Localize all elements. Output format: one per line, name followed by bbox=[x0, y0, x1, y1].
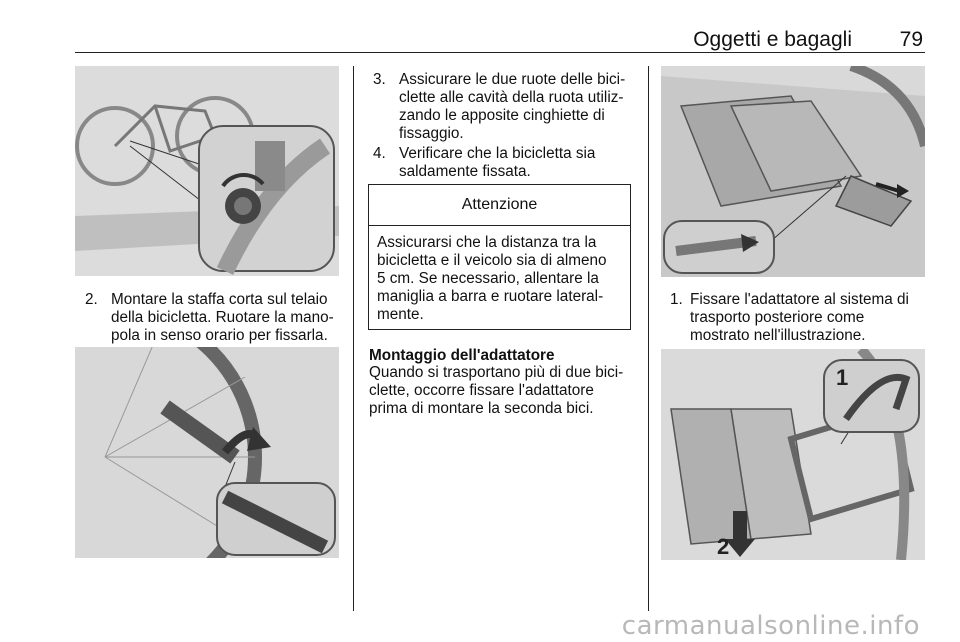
figure-carrier-adapter bbox=[661, 66, 925, 277]
step-line: Montare la staffa corta sul telaio bbox=[111, 291, 328, 308]
adapter-mounting-illustration bbox=[661, 349, 925, 560]
carrier-adapter-illustration bbox=[661, 66, 925, 277]
section-paragraph bbox=[369, 364, 637, 418]
figure-frame-clamp bbox=[75, 66, 339, 276]
step-line: pola in senso orario per fissarla. bbox=[111, 327, 328, 344]
paragraph-line: clette, occorre fissare l'adattatore bbox=[369, 382, 594, 399]
step-number: 3. bbox=[373, 71, 386, 88]
step-number: 4. bbox=[373, 145, 386, 162]
section-heading: Montaggio dell'adattatore bbox=[369, 347, 555, 364]
paragraph-line: prima di montare la seconda bici. bbox=[369, 400, 594, 417]
page-number: 79 bbox=[899, 28, 923, 51]
step-line: Fissare l'adattatore al sistema di bbox=[690, 291, 909, 308]
callout-1: 1 bbox=[836, 365, 849, 390]
warning-box bbox=[368, 184, 631, 330]
warning-line: Assicurarsi che la distanza tra la bbox=[377, 234, 597, 251]
figure-wheel-strap bbox=[75, 347, 339, 558]
warning-line: bicicletta e il veicolo sia di almeno bbox=[377, 252, 607, 269]
wheel-strap-illustration bbox=[75, 347, 339, 558]
warning-line: mente. bbox=[377, 306, 424, 323]
step-line: trasporto posteriore come bbox=[690, 309, 865, 326]
step-number: 1. bbox=[670, 291, 683, 308]
step-line: saldamente fissata. bbox=[399, 163, 531, 180]
column-divider-1 bbox=[353, 66, 354, 611]
header-rule bbox=[75, 52, 925, 53]
callout-2: 2 bbox=[717, 534, 730, 559]
step-line: Verificare che la bicicletta sia bbox=[399, 145, 596, 162]
step-line: zando le apposite cinghiette di bbox=[399, 107, 605, 124]
step-line: clette alle cavità della ruota utiliz- bbox=[399, 89, 624, 106]
step-number: 2. bbox=[85, 291, 98, 308]
warning-line: 5 cm. Se necessario, allentare la bbox=[377, 270, 599, 287]
warning-title: Attenzione bbox=[369, 185, 630, 226]
step-line: Assicurare le due ruote delle bici- bbox=[399, 71, 626, 88]
column-divider-2 bbox=[648, 66, 649, 611]
paragraph-line: Quando si trasportano più di due bici- bbox=[369, 364, 624, 381]
watermark: carmanualsonline.info bbox=[621, 611, 920, 641]
section-title: Oggetti e bagagli bbox=[693, 28, 852, 51]
figure-adapter-mounting bbox=[661, 349, 925, 560]
warning-line: maniglia a barra e ruotare lateral- bbox=[377, 288, 604, 305]
step-line: fissaggio. bbox=[399, 125, 464, 142]
step-line: della bicicletta. Ruotare la mano- bbox=[111, 309, 334, 326]
step-line: mostrato nell'illustrazione. bbox=[690, 327, 866, 344]
bike-clamp-illustration bbox=[75, 66, 339, 276]
